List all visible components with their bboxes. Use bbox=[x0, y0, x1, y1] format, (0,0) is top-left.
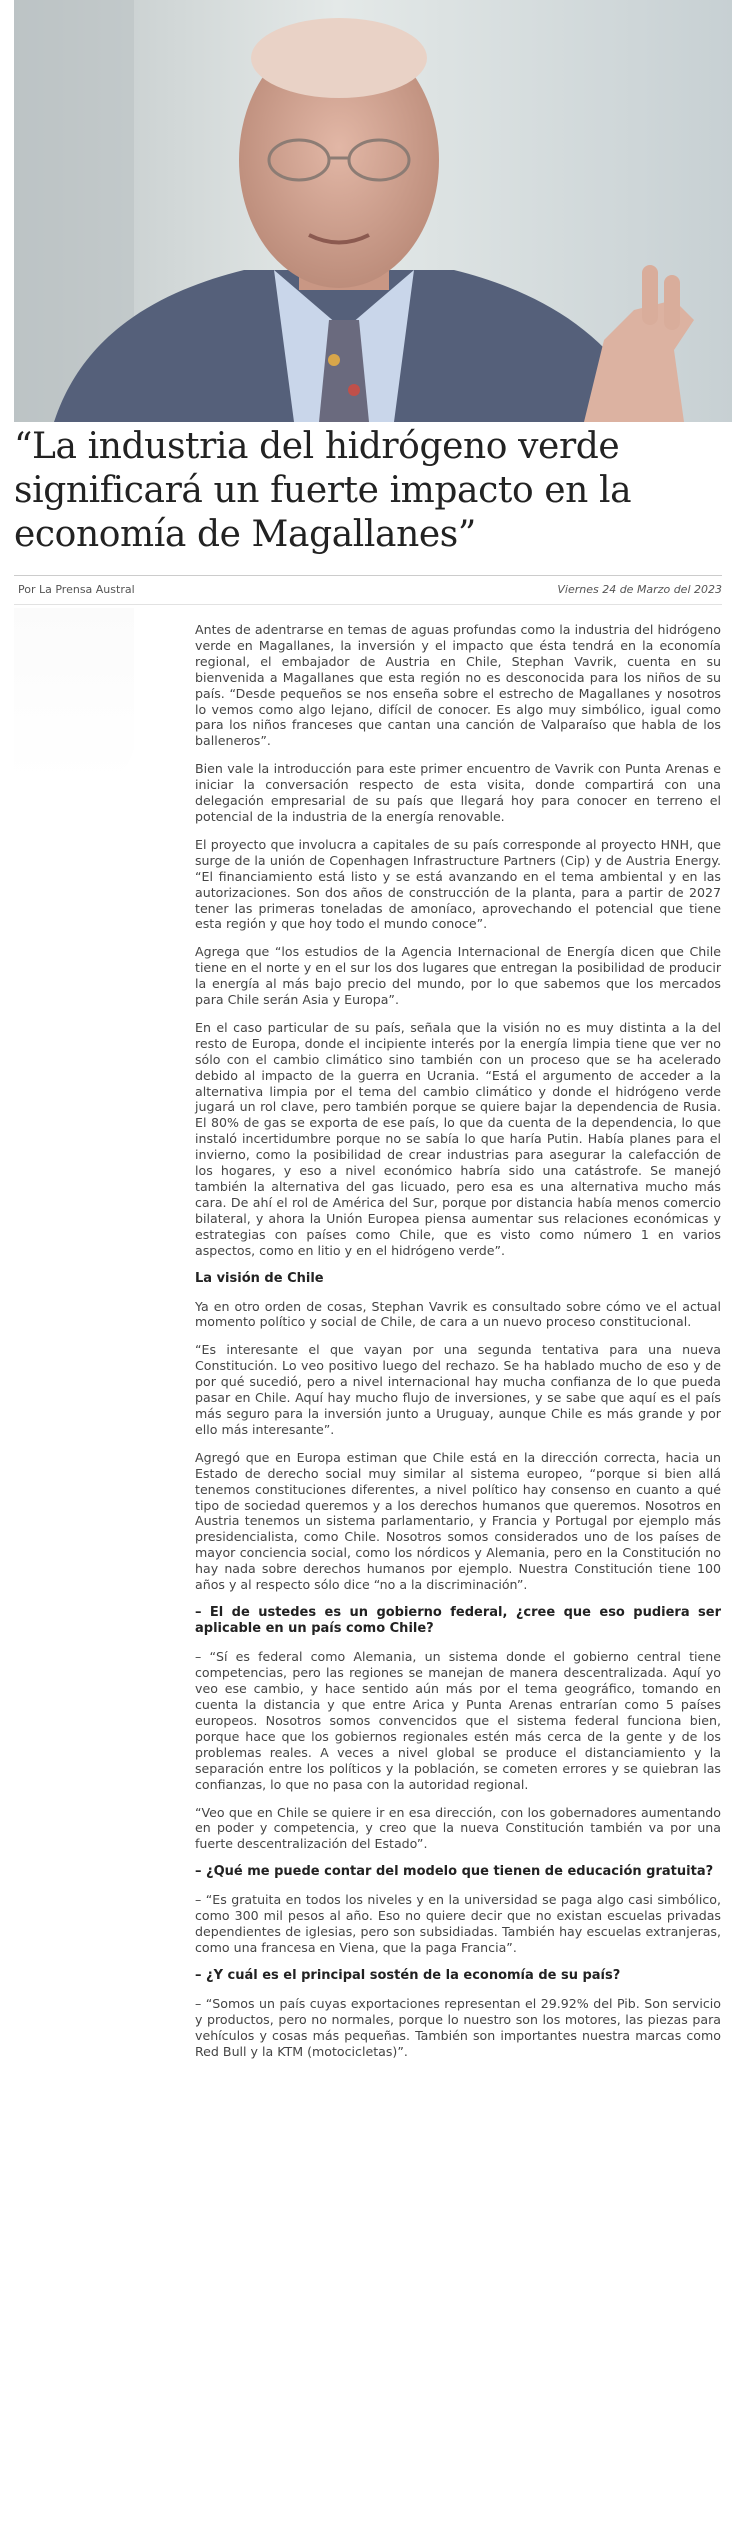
paragraph: “Es interesante el que vayan por una segunda tentativa para una nueva Constitución. Lo veo positivo luego del rechazo. Se ha hablado mucho de eso y de por qué sucedió, pero a nivel internacional hay mucha confianza de lo que pueda pasar en Chile. Aquí hay mucho flujo de inversiones, y se sabe que aquí es el país más seguro para la inversión junto a Uruguay, aunque Chile es más grande y por ello más interesante”. bbox=[195, 1342, 721, 1437]
interview-answer: “Veo que en Chile se quiere ir en esa dirección, con los gobernadores aumentando en poder y competencia, y creo que la nueva Constitución también va por una fuerte descentralización del Estado”. bbox=[195, 1804, 721, 1852]
article-author[interactable]: Por La Prensa Austral bbox=[18, 583, 135, 596]
article-headline: “La industria del hidrógeno verde significará un fuerte impacto en la economía de Magallanes” bbox=[14, 426, 632, 555]
interview-question: – ¿Y cuál es el principal sostén de la economía de su país? bbox=[195, 1968, 621, 1984]
interview-question: – ¿Qué me puede contar del modelo que tienen de educación gratuita? bbox=[195, 1864, 714, 1880]
paragraph: Bien vale la introducción para este primer encuentro de Vavrik con Punta Arenas e iniciar la conversación respecto de esta visita, donde compartirá con una delegación empresarial de su país que llegará hoy para conocer en terreno el potencial de la industria de la energía renovable. bbox=[195, 761, 721, 824]
paragraph: Agregó que en Europa estiman que Chile está en la dirección correcta, hacia un Estado de derecho social muy similar al sistema europeo, “porque si bien allá tenemos constituciones diferentes, a nivel político hay consenso en cuanto a qué tipo de sociedad queremos y a los derechos humanos que queremos. Nosotros en Austria tenemos un sistema parlamentario, y Francia y Portugal por ejemplo más presidencialista, como Chile. Nosotros somos considerados uno de los países de mayor conciencia social, como los nórdicos y Alemania, pero en la Constitución no hay nada sobre derechos humanos por ejemplo. Nuestra Constitución tiene 100 años y al respecto sólo dice “no a la discriminación”. bbox=[195, 1449, 721, 1593]
section-heading: La visión de Chile bbox=[195, 1270, 324, 1286]
sidebar-placeholder bbox=[14, 608, 134, 783]
paragraph: Agrega que “los estudios de la Agencia Internacional de Energía dicen que Chile tiene en el norte y en el sur los dos lugares que entregan la posibilidad de producir la energía al más bajo precio del mundo, por lo que sabemos que los mercados para Chile serán Asia y Europa”. bbox=[195, 944, 721, 1008]
interview-answer: – “Somos un país cuyas exportaciones representan el 29.92% del Pib. Son servicio y productos, pero no normales, porque lo nuestro son los motores, las piezas para vehículos y cosas más pequeñas. También son importantes nuestra marcas como Red Bull y la KTM (motocicletas)”. bbox=[195, 1996, 721, 2059]
interview-question: – El de ustedes es un gobierno federal, ¿cree que eso pudiera ser aplicable en un país como Chile? bbox=[195, 1604, 721, 1637]
interview-answer: – “Sí es federal como Alemania, un sistema donde el gobierno central tiene competencias, pero las regiones se manejan de manera descentralizada. Aquí yo veo ese cambio, y hace sentido aún más por el tema geográfico, tomando en cuenta la distancia y que entre Arica y Punta Arenas entrarían como 5 países europeos. Nosotros somos convencidos que el sistema federal funciona bien, porque hace que los gobiernos regionales estén más cerca de la gente y de los problemas reales. A veces a nivel global se produce el distanciamiento y la separación entre los políticos y la población, se cometen errores y se quiebran las confianzas, lo que no pasa con la autoridad regional. bbox=[195, 1649, 721, 1792]
article-date: Viernes 24 de Marzo del 2023 bbox=[557, 583, 722, 596]
article-body bbox=[195, 622, 721, 2072]
paragraph: El proyecto que involucra a capitales de su país corresponde al proyecto HNH, que surge de la unión de Copenhagen Infrastructure Partners (Cip) y de Austria Energy. “El financiamiento está listo y se está avanzando en el tema ambiental y en las autorizaciones. Son dos años de construcción de la planta, para a partir de 2027 tener las primeras toneladas de amoníaco, aprovechando el potencial que tiene esta región y que hoy todo el mundo conoce”. bbox=[195, 836, 721, 932]
paragraph: Antes de adentrarse en temas de aguas profundas como la industria del hidrógeno verde en Magallanes, la inversión y el impacto que ésta tendrá en la economía regional, el embajador de Austria en Chile, Stephan Vavrik, cuenta en su bienvenida a Magallanes que esta región no es desconocida para los niños de su país. “Desde pequeños se nos enseña sobre el estrecho de Magallanes y nosotros lo vemos como algo lejano, difícil de conocer. Es algo muy simbólico, igual como para los niños franceses que cantan una canción de Valparaíso que habla de los balleneros”. bbox=[195, 622, 721, 749]
paragraph: En el caso particular de su país, señala que la visión no es muy distinta a la del resto de Europa, donde el incipiente interés por la energía limpia tiene que ver no sólo con el cambio climático sino también con un proceso que se ha acelerado debido al impacto de la guerra en Ucrania. “Está el argumento de acceder a la alternativa limpia por el tema del cambio climático y donde el hidrógeno verde jugará un rol clave, pero también porque se quiere bajar la dependencia de Rusia. El 80% de gas se exporta de ese país, lo que da cuenta de la dependencia, lo que instaló incertidumbre porque no se sabía lo que haría Putin. Había planes para el invierno, como la posibilidad de crear industrias para asegurar la calefacción de los hogares, y eso a nivel económico habría sido una catástrofe. Se manejó también la alternativa del gas licuado, pero esa es una alternativa mucho más cara. De ahí el rol de América del Sur, porque por distancia había menos comercio bilateral, y ahora la Unión Europea piensa aumentar sus relaciones económicas y estrategias con países como Chile, que es visto como número 1 en varios aspectos, como en litio y en el hidrógeno verde”. bbox=[195, 1019, 721, 1258]
paragraph: Ya en otro orden de cosas, Stephan Vavrik es consultado sobre cómo ve el actual momento político y social de Chile, de cara a un nuevo proceso constitucional. bbox=[195, 1298, 721, 1330]
interview-answer: – “Es gratuita en todos los niveles y en la universidad se paga algo casi simbólico, como 300 mil pesos al año. Eso no quiere decir que no existan escuelas privadas dependientes de iglesias, pero son subsidiadas. También hay escuelas extranjeras, como una francesa en Viena, que la paga Francia”. bbox=[195, 1892, 721, 1956]
article-meta bbox=[14, 575, 722, 605]
article-photo bbox=[14, 0, 732, 422]
